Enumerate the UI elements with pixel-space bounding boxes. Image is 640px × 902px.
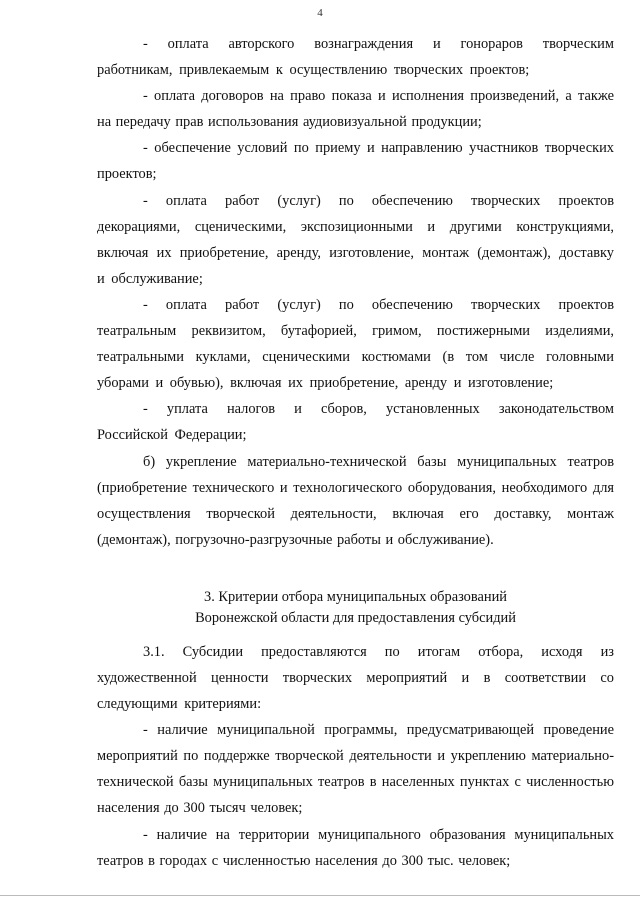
section-heading-line1: 3. Критерии отбора муниципальных образований xyxy=(204,588,507,605)
paragraph-material-base: б) укрепление материально-технической базы муниципальных театров (приобретение технического и технологического оборудования, необходимого для осуществления творческой деятельности, включая его доставку, монтаж (демонтаж), погрузочно-разгрузочные работы и обслуживание). xyxy=(97,453,614,548)
paragraph-performance-rights: - оплата договоров на право показа и исполнения произведений, а также на передачу прав использования аудиовизуальной продукции; xyxy=(97,88,614,131)
section-heading xyxy=(97,587,614,629)
bottom-divider xyxy=(0,895,640,896)
paragraph-participant-conditions: - обеспечение условий по приему и направлению участников творческих проектов; xyxy=(97,140,614,183)
section-heading-line2: Воронежской области для предоставления субсидий xyxy=(195,609,516,626)
paragraph-taxes: - уплата налогов и сборов, установленных законодательством Российской Федерации; xyxy=(97,401,614,444)
paragraph-municipal-program: - наличие муниципальной программы, предусматривающей проведение мероприятий по поддержке творческой деятельности и укреплению материально-технической базы муниципальных театров в населенных пунктах с численностью населения до 300 тысяч человек; xyxy=(97,722,614,817)
paragraph-3-1: 3.1. Субсидии предоставляются по итогам отбора, исходя из художественной ценности творческих мероприятий и в соответствии со следующими критериями: xyxy=(97,643,614,713)
paragraph-decorations: - оплата работ (услуг) по обеспечению творческих проектов декорациями, сценическими, экспозиционными и другими конструкциями, включая их приобретение, аренду, изготовление, монтаж (демонтаж), доставку и обслуживание; xyxy=(97,192,614,287)
document-body xyxy=(97,31,614,874)
paragraph-props-costumes: - оплата работ (услуг) по обеспечению творческих проектов театральным реквизитом, бутафорией, гримом, постижерными изделиями, театральными куклами, сценическими костюмами (в том числе головными уборами и обувью), включая их приобретение, аренду и изготовление; xyxy=(97,296,614,392)
paragraph-municipal-theatres: - наличие на территории муниципального образования муниципальных театров в городах с численностью населения до 300 тыс. человек; xyxy=(97,826,614,869)
page-number: 4 xyxy=(317,7,323,19)
paragraph-author-fees: - оплата авторского вознаграждения и гонораров творческим работникам, привлекаемым к осуществлению творческих проектов; xyxy=(97,36,614,79)
